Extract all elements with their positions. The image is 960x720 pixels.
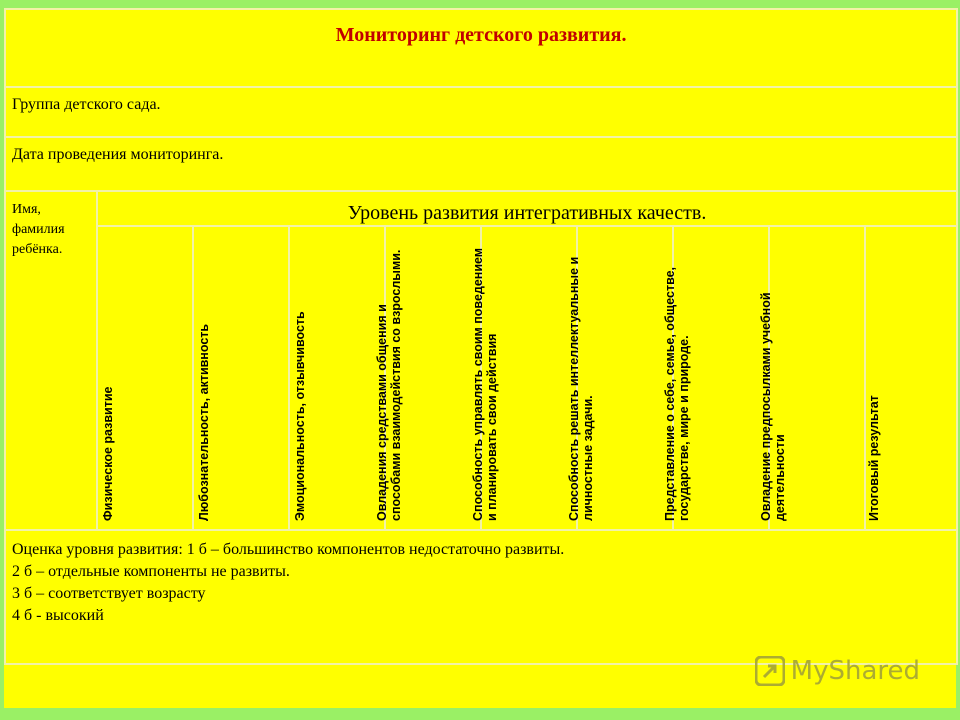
assessment-line: 3 б – соответствует возрасту xyxy=(12,585,206,602)
group-label: Группа детского сада. xyxy=(12,96,161,113)
column-header-physical xyxy=(97,226,193,530)
column-label: Физическое развитие xyxy=(101,386,115,521)
column-label: Итоговый результат xyxy=(867,395,882,521)
column-header-total xyxy=(865,226,957,530)
date-label: Дата проведения мониторинга. xyxy=(12,146,224,163)
assessment-line: 2 б – отдельные компоненты не развиты. xyxy=(12,563,290,580)
column-label: Представление о себе, семье, обществе, государстве, мире и природе. xyxy=(663,266,691,521)
column-header-emotionality xyxy=(289,226,385,530)
column-header-curiosity xyxy=(193,226,289,530)
column-label: Способность управлять своим поведением и планировать свои действия xyxy=(471,247,499,521)
child-name-label: Имя, фамилия ребёнка. xyxy=(12,202,65,257)
child-name-header xyxy=(5,191,97,530)
assessment-line: 4 б - высокий xyxy=(12,607,104,624)
group-row xyxy=(5,87,957,137)
monitoring-table xyxy=(4,8,958,665)
myshared-logo-icon xyxy=(755,656,785,686)
column-header-learning xyxy=(759,226,865,530)
column-label: Любознательность, активность xyxy=(197,323,211,521)
column-header-problem-solving xyxy=(567,226,673,530)
level-header-cell xyxy=(97,191,957,226)
level-header: Уровень развития интегративных качеств. xyxy=(347,202,707,224)
monitoring-sheet xyxy=(4,8,956,708)
column-label: Эмоциональность, отзывчивость xyxy=(293,311,307,521)
column-header-self-control xyxy=(471,226,577,530)
column-label: Овладения средствами общения и способами взаимодействия со взрослыми. xyxy=(375,249,403,521)
column-label: Способность решать интеллектуальные и личностные задачи. xyxy=(567,256,595,521)
assessment-cell xyxy=(5,530,957,664)
assessment-line: Оценка уровня развития: 1 б – большинство компонентов недостаточно развиты. xyxy=(12,541,565,558)
column-label: Овладение предпосылками учебной деятельности xyxy=(759,292,787,521)
column-header-world-knowledge xyxy=(663,226,769,530)
watermark xyxy=(755,656,920,686)
title-cell xyxy=(5,9,957,87)
date-row xyxy=(5,137,957,191)
page-title: Мониторинг детского развития. xyxy=(335,24,627,46)
watermark-text: MyShared xyxy=(790,656,920,686)
column-header-communication xyxy=(375,226,481,530)
